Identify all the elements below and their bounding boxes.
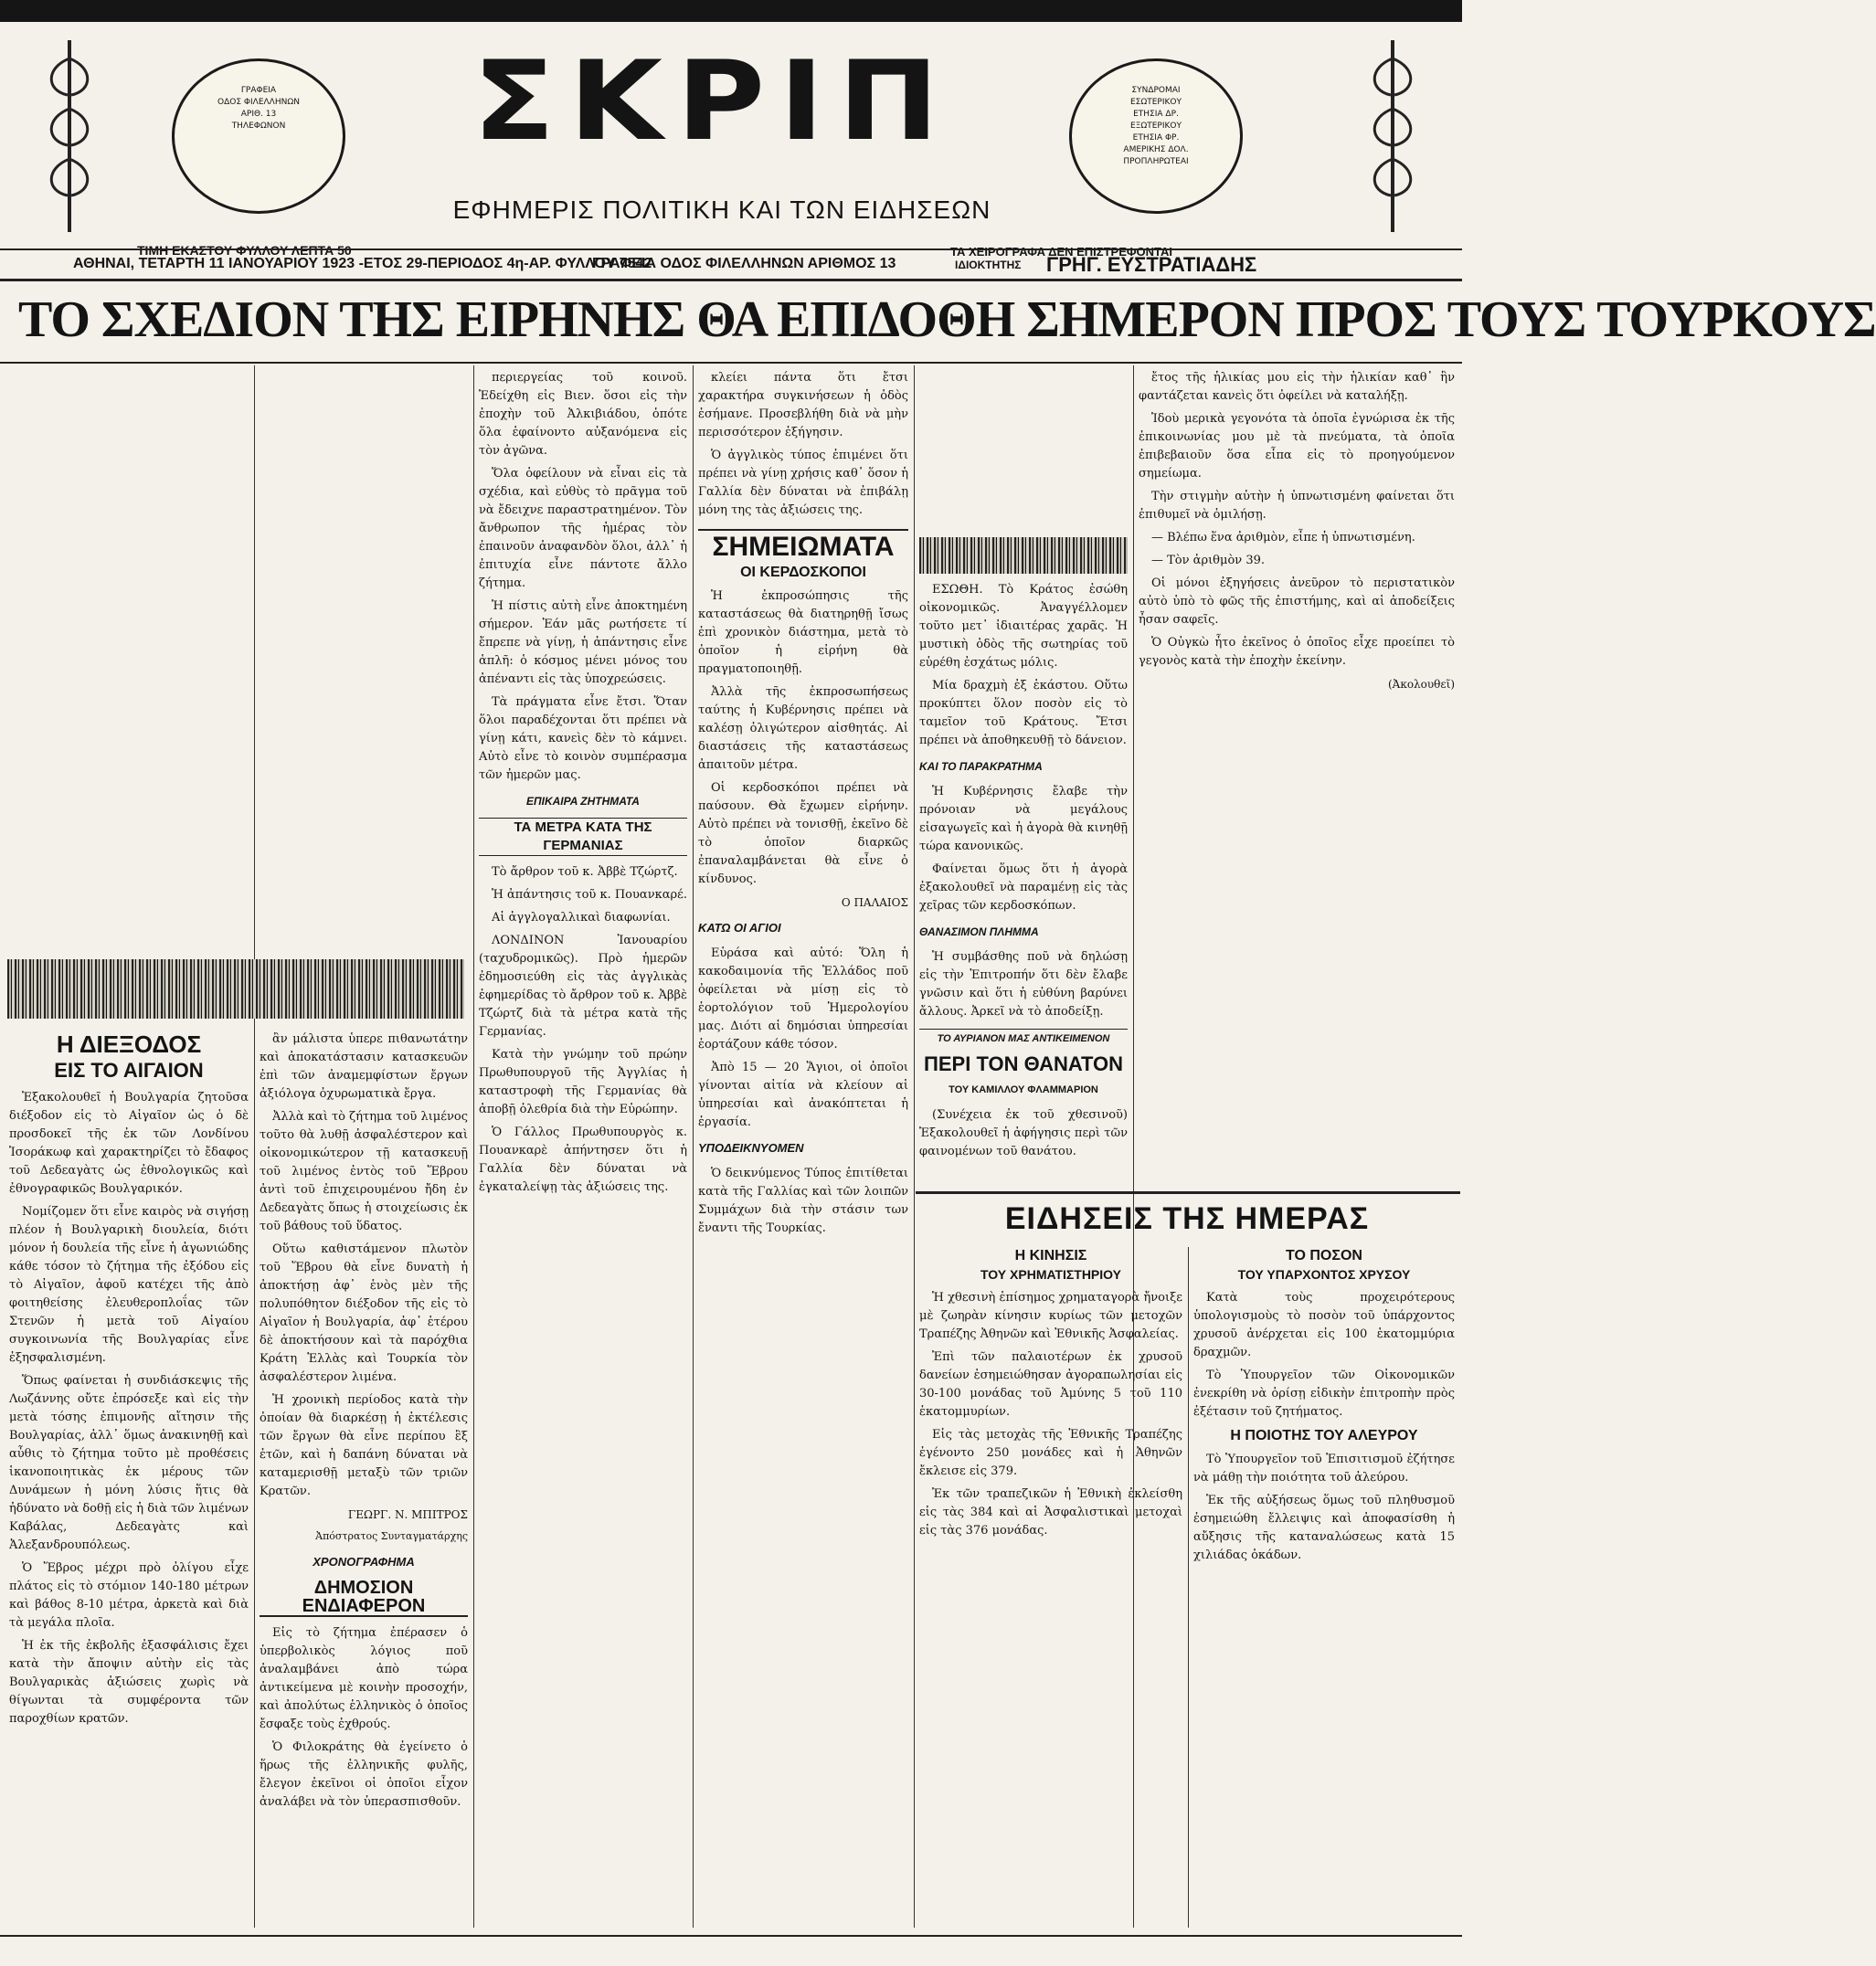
paragraph: Οἱ μόνοι ἐξηγήσεις ἀνεῦρον τὸ περιστατικὸν αὐτὸ ὑπὸ τὸ φῶς τῆς ἐπιστήμης, καὶ αἱ ἀποδείξεις ἦσαν σαφεῖς. bbox=[1139, 576, 1455, 627]
right-seal-line: ΕΤΗΣΙΑ ΦΡ. bbox=[1132, 133, 1180, 143]
paragraph: Ἰδοὺ μερικὰ γεγονότα τὰ ὁποῖα ἐγνώρισα ἐκ τῆς ἐπικοινωνίας μου μὲ τὰ πνεύματα, τὰ ὁποῖα ἐπιβεβαιοῦν ὅσα εἶπα εἰς τὸ προηγούμενον σημείωμα. bbox=[1139, 412, 1455, 481]
left-seal-line: ΑΡΙΘ. 13 bbox=[240, 110, 277, 119]
issue-date: ΑΘΗΝΑΙ, ΤΕΤΑΡΤΗ 11 ΙΑΝΟΥΑΡΙΟΥ 1923 -ΕΤΟΣ 29-ΠΕΡΙΟΔΟΣ 4η-ΑΡ. ΦΥΛΛΟΥ 7542 bbox=[73, 256, 652, 271]
left-seal-line: ΟΔΟΣ ΦΙΛΕΛΛΗΝΩΝ bbox=[217, 98, 300, 107]
owner-label: ΙΔΙΟΚΤΗΤΗΣ bbox=[955, 259, 1022, 271]
signature: ΓΕΩΡΓ. Ν. ΜΠΙΤΡΟΣ bbox=[347, 1508, 468, 1521]
signature: Ο ΠΑΛΑΙΟΣ bbox=[841, 896, 908, 909]
paragraph: Ἀπὸ 15 — 20 Ἅγιοι, οἱ ὁποῖοι γίνονται αἰτία νὰ κλείουν αἱ ὑπηρεσίαι καὶ ἀνακόπτεται ἡ ἐργασία. bbox=[698, 1061, 908, 1129]
right-seal-line: ΑΜΕΡΙΚΗΣ ΔΟΛ. bbox=[1123, 145, 1189, 154]
top-black-band bbox=[0, 0, 1462, 22]
news-left-title: Η ΚΙΝΗΣΙΣ bbox=[1014, 1248, 1087, 1263]
news-right-subtitle: ΤΟΥ ΥΠΑΡΧΟΝΤΟΣ ΧΡΥΣΟΥ bbox=[1237, 1267, 1411, 1282]
paragraph: Εἰς τὸ ζήτημα ἐπέρασεν ὁ ὑπερβολικὸς λόγιος ποῦ ἀναλαμβάνει ἀπὸ τώρα ἀντικείμενα μὲ κοινὴν προσοχήν, καὶ ἀπολύτως ἑλληνικὸς ὁ ὁποῖος ἔσφαξε τοὺς ἐχθρούς. bbox=[260, 1626, 468, 1731]
headline-rule bbox=[0, 362, 1462, 364]
manuscripts-note: ΤΑ ΧΕΙΡΟΓΡΑΦΑ ΔΕΝ ΕΠΙΣΤΡΕΦΟΝΤΑΙ bbox=[950, 245, 1173, 259]
column-5-article bbox=[919, 581, 1128, 1184]
section-intro: Τὸ ἄρθρον τοῦ κ. Ἀββὲ Τζώρτζ. bbox=[492, 865, 678, 879]
dateline-bar bbox=[0, 248, 1462, 281]
news-right-title-2: Η ΠΟΙΟΤΗΣ ΤΟΥ ΑΛΕΥΡΟΥ bbox=[1230, 1428, 1418, 1443]
paragraph: Εὑράσα καὶ αὐτό: Ὅλη ἡ κακοδαιμονία τῆς Ἑλλάδος ποῦ ὀφείλεται νὰ μίσῃ εἰς τὸ ἑορτολόγιον τοῦ Ἡμερολογίου μας. Διότι αἱ δημόσιαι ὑπηρεσίαι ἑορτάζουν κάθε τόσον. bbox=[698, 946, 908, 1052]
paragraph: Ὅπως φαίνεται ἡ συνδιάσκεψις τῆς Λωζάννης οὔτε ἐπρόσεξε καὶ εἰς τὴν μετὰ τόσης ἐπιμονῆς αἴτησιν τῆς Βουλγαρίας, ἀλλ᾽ ὅμως ἀνακινηθῇ καὶ αὖθις τὸ ζήτημα τοῦτο μὲ προθέσεις ἱκανοποιητικὰς ἐκ μέρους τῶν Δυνάμεων ἡ μόνη λύσις ἥτις θὰ ἠδύνατο νὰ δοθῇ εἰς ἡ διὰ τῶν λιμένων Καβάλας, Δεδεαγὰτς καὶ Ἀλεξανδρουπόλεως. bbox=[9, 1374, 249, 1552]
section-label: ΤΟ ΑΥΡΙΑΝΟΝ ΜΑΣ ΑΝΤΙΚΕΙΜΕΝΟΝ bbox=[919, 1029, 1128, 1048]
price-note: ΤΙΜΗ ΕΚΑΣΤΟΥ ΦΥΛΛΟΥ ΛΕΠΤΑ 50 bbox=[137, 243, 352, 258]
column-divider bbox=[254, 365, 255, 1928]
newspaper-subtitle: ΕΦΗΜΕΡΙΣ ΠΟΛΙΤΙΚΗ ΚΑΙ ΤΩΝ ΕΙΔΗΣΕΩΝ bbox=[452, 196, 991, 224]
right-seal-line: ΕΞΩΤΕΡΙΚΟΥ bbox=[1130, 122, 1182, 131]
paragraph: Ἀλλὰ καὶ τὸ ζήτημα τοῦ λιμένος τοῦτο θὰ λυθῇ ἀσφαλέστερον καὶ οἰκονομικώτερον τῇ κατασκευῇ τοῦ λιμένος ἐντὸς τοῦ Ἕβρου ἀντὶ τοῦ ἐπιχειρουμένου ἤδη ἐν Δεδεαγὰτς ὅπως ἡ στοιχείωσις ἐκ τοῦ βάθους τοῦ ὕδατος. bbox=[260, 1110, 468, 1233]
paragraph: Οἱ κερδοσκόποι πρέπει νὰ παύσουν. Θὰ ἔχωμεν εἰρήνην. Αὐτὸ πρέπει νὰ τονισθῇ, ἐκεῖνο δὲ τὸ ὁποῖον διαρκῶς ἐπαναλαμβάνεται θὰ εἶνε ὁ κίνδυνος. bbox=[698, 781, 908, 886]
news-left-subtitle: ΤΟΥ ΧΡΗΜΑΤΙΣΤΗΡΙΟΥ bbox=[980, 1267, 1121, 1282]
paragraph: Μία δραχμὴ ἐξ ἑκάστου. Οὕτω προκύπτει ὅλον ποσὸν εἰς τὸ ταμεῖον τοῦ Κράτους. Ἔτσι πρέπει νὰ ἀποθηκευθῇ τὸ δάνειον. bbox=[919, 679, 1128, 747]
owner-name: ΓΡΗΓ. ΕΥΣΤΡΑΤΙΑΔΗΣ bbox=[1046, 253, 1257, 276]
paragraph: Ἐκ τῶν τραπεζικῶν ἡ Ἐθνικὴ ἐκλείσθη εἰς τὰς 384 καὶ αἱ Ἀσφαλιστικαὶ μετοχαὶ εἰς τὰς 376 μονάδας. bbox=[919, 1487, 1182, 1538]
paragraph: Ὁ ἀγγλικὸς τύπος ἐπιμένει ὅτι πρέπει νὰ γίνῃ χρήσις καθ᾽ ὅσον ἡ Γαλλία δὲν δύναται νὰ ἐπιβάλῃ μόνη της τὰς ἀξιώσεις της. bbox=[698, 449, 908, 517]
column-divider bbox=[693, 365, 694, 1928]
paragraph: Ἡ χρονικὴ περίοδος κατὰ τὴν ὁποίαν θὰ διαρκέσῃ ἡ ἐκτέλεσις τῶν ἔργων θὰ εἶνε περίπου ἓξ ἐτῶν, καὶ ἡ δαπάνη δύναται νὰ καταμερισθῇ μεταξὺ τῶν τριῶν Κρατῶν. bbox=[260, 1393, 468, 1498]
paragraph: Τὴν στιγμὴν αὐτὴν ἡ ὑπνωτισμένη φαίνεται ὅτι ἐπιθυμεῖ νὰ ὁμιλήσῃ. bbox=[1139, 490, 1455, 522]
paragraph: κλείει πάντα ὅτι ἔτσι χαρακτήρα συγκινήσεων ἡ ὁδὸς ἐσήμανε. Προσεβλήθη διὰ νὰ μὴν περισσότερον ἐξήγησιν. bbox=[698, 371, 908, 439]
paragraph: Ἡ συμβάσθης ποῦ νὰ δηλώσῃ εἰς τὴν Ἐπιτροπήν ὅτι δὲν ἔλαβε γνῶσιν καὶ ὅτι ἡ εὐθύνη βαρύνει ἄλλους. Ἀρκεῖ νὰ τὸ ἀποδείξῃ. bbox=[919, 950, 1128, 1019]
left-seal-line: ΓΡΑΦΕΙΑ bbox=[240, 86, 277, 95]
paragraph: Ἀλλὰ τῆς ἐκπροσωπήσεως ταύτης ἡ Κυβέρνησις πρέπει νὰ καλέσῃ ὀλιγώτερον αἰσθητάς. Αἱ διαστάσεις τῆς καταστάσεως ἀπαιτοῦν μέτρα. bbox=[698, 685, 908, 772]
paragraph: ΕΣΩΘΗ. Τὸ Κράτος ἐσώθη οἰκονομικῶς. Ἀναγγέλλομεν τοῦτο μετ᾽ ἰδιαιτέρας χαρᾶς. Ἡ μυστικὴ ὁδὸς τῆς σωτηρίας τοῦ εὑρέθη ἐσχάτως μόλις. bbox=[919, 583, 1128, 670]
left-seal bbox=[172, 58, 345, 214]
left-ornament-icon bbox=[37, 40, 102, 232]
offices-address: ΓΡΑΦΕΙΑ ΟΔΟΣ ΦΙΛΕΛΛΗΝΩΝ ΑΡΙΘΜΟΣ 13 bbox=[592, 256, 896, 271]
section-title: ΔΗΜΟΣΙΟΝ ΕΝΔΙΑΦΕΡΟΝ bbox=[260, 1579, 468, 1617]
damaged-print-strip bbox=[7, 959, 464, 1019]
right-ornament-icon bbox=[1360, 40, 1426, 232]
section-title: ΤΑ ΜΕΤΡΑ ΚΑΤΑ ΤΗΣ ΓΕΡΜΑΝΙΑΣ bbox=[479, 818, 687, 856]
paragraph: Κατὰ τὴν γνώμην τοῦ πρώην Πρωθυπουργοῦ τῆς Ἀγγλίας ἡ καταστροφὴ τῆς Γερμανίας θὰ ἀποβῇ ὀλεθρία διὰ τὴν Εὐρώπην. bbox=[479, 1048, 687, 1116]
paragraph: Ὁ δεικνύμενος Τύπος ἐπιτίθεται κατὰ τῆς Γαλλίας καὶ τῶν λοιπῶν Συμμάχων διὰ τὴν στάσιν των ἔναντι τῆς Τουρκίας. bbox=[698, 1167, 908, 1235]
newspaper-logo: ΣΚΡΙΠ bbox=[472, 38, 953, 165]
masthead bbox=[0, 22, 1462, 259]
section-intro: Αἱ ἀγγλογαλλικαὶ διαφωνίαι. bbox=[492, 911, 671, 925]
section-label: ΕΠΙΚΑΙΡΑ ΖΗΤΗΜΑΤΑ bbox=[526, 795, 640, 808]
paragraph: Φαίνεται ὅμως ὅτι ἡ ἀγορὰ ἐξακολουθεῖ νὰ παραμένῃ εἰς τὰς χεῖρας τῶν κερδοσκόπων. bbox=[919, 862, 1128, 913]
bottom-rule bbox=[0, 1935, 1462, 1937]
main-headline: ΤΟ ΣΧΕΔΙΟΝ ΤΗΣ ΕΙΡΗΝΗΣ ΘΑ ΕΠΙΔΟΘΗ ΣΗΜΕΡΟΝ ΠΡΟΣ ΤΟΥΣ ΤΟΥΡΚΟΥΣ bbox=[18, 291, 1876, 348]
paragraph: Τὸ Ὑπουργεῖον τοῦ Ἐπισιτισμοῦ ἐζήτησε νὰ μάθῃ τὴν ποιότητα τοῦ ἀλεύρου. bbox=[1193, 1453, 1455, 1485]
right-seal-line: ΣΥΝΔΡΟΜΑΙ bbox=[1131, 86, 1181, 95]
paragraph: Οὕτω καθιστάμενον πλωτὸν τοῦ Ἕβρου θὰ εἶνε δυνατὴ ἡ ἀποκτήσῃ ἀφ᾽ ἑνὸς μὲν τῆς πολυπόθητον διέξοδον τῆς εἰς τὸ Αἰγαῖον ἡ Βουλγαρία, ἀφ᾽ ἑτέρου δὲ ἀποκτήσουν καὶ τὰ παρόχθια Κράτη Ἑλλὰς καὶ Τουρκία τὸν ἀσφαλέστερον λιμένα. bbox=[260, 1242, 468, 1384]
paragraph: Ἐξακολουθεῖ ἡ Βουλγαρία ζητοῦσα διέξοδον εἰς τὸ Αἰγαῖον ὡς ὁ δὲ προσδοκεῖ τῆς ἐκ τῶν Λονδίνου Ἰσοράκωφ καὶ χαρακτηρίζει τὸ ἔδαφος τοῦ Δεδεαγὰτς ὡς ἐθνολογικῶς καὶ ἐθνογραφικῶς Βουλγαρικόν. bbox=[9, 1091, 249, 1196]
paragraph: Ἡ Κυβέρνησις ἔλαβε τὴν πρόνοιαν νὰ μεγάλους εἰσαγωγεῖς καὶ ἡ ἀγορὰ θὰ κινηθῇ τώρα κανονικῶς. bbox=[919, 785, 1128, 853]
damaged-print-strip bbox=[919, 537, 1128, 574]
paragraph: Ἡ χθεσινὴ ἐπίσημος χρηματαγορὰ ἤνοιξε μὲ ζωηρὰν κίνησιν κυρίως τῶν μετοχῶν Τραπέζης Ἀθηνῶν καὶ Ἐθνικῆς Ἀσφαλείας. bbox=[919, 1291, 1182, 1341]
section-label: ΘΑΝΑΣΙΜΟΝ ΠΛΗΜΜΑ bbox=[919, 925, 1039, 938]
paragraph: Ὁ Γάλλος Πρωθυπουργὸς κ. Πουανκαρὲ ἀπήντησεν ὅτι ἡ Γαλλία δὲν δύναται νὰ ἐγκαταλείψῃ τὰς ἀξιώσεις της. bbox=[479, 1126, 687, 1194]
column-1-article bbox=[9, 1031, 249, 1935]
paragraph: Τὸ Ὑπουργεῖον τῶν Οἰκονομικῶν ἐνεκρίθη νὰ ὁρίσῃ εἰδικὴν ἐπιτροπὴν πρὸς ἐξέτασιν τοῦ ζητήματος. bbox=[1193, 1369, 1455, 1419]
paragraph: (Συνέχεια ἐκ τοῦ χθεσινοῦ) Ἐξακολουθεῖ ἡ ἀφήγησις περὶ τῶν φαινομένων τοῦ θανάτου. bbox=[919, 1108, 1128, 1158]
notes-subtitle: ΟΙ ΚΕΡΔΟΣΚΟΠΟΙ bbox=[740, 565, 866, 580]
paragraph: Ἡ ἐκ τῆς ἐκβολῆς ἐξασφάλισις ἔχει κατὰ τὴν ἄποψιν αὐτὴν εἰς τὰς Βουλγαρικὰς ἀξιώσεις χωρὶς νὰ θίγωνται τὰ συμφέροντα τῶν παροχθίων κρατῶν. bbox=[9, 1639, 249, 1726]
paragraph: ἂν μάλιστα ὑπερε πιθανωτάτην καὶ ἀποκατάστασιν κατασκευῶν ἐπὶ τῶν ἀναμεμφίστων ἔργων ἀξιόλογα ὀχυρωματικὰ ἔργα. bbox=[260, 1032, 468, 1101]
paragraph: Ὁ Οὐγκὼ ἦτο ἐκεῖνος ὁ ὁποῖος εἶχε προείπει τὸ γεγονὸς κατὰ τὴν ἐποχὴν ἐκείνην. bbox=[1139, 636, 1455, 668]
column-divider bbox=[1188, 1247, 1189, 1928]
continuation-note: (Ἀκολουθεῖ) bbox=[1387, 678, 1455, 691]
notes-title: ΣΗΜΕΙΩΜΑΤΑ bbox=[698, 529, 908, 564]
right-seal-line: ΕΤΗΣΙΑ ΔΡ. bbox=[1133, 110, 1179, 119]
paragraph: ἔτος τῆς ἡλικίας μου εἰς τὴν ἡλικίαν καθ᾽ ἣν φαντάζεται κανεὶς ὅτι ὀφείλει νὰ καταλήξῃ. bbox=[1139, 371, 1455, 403]
column-divider bbox=[914, 365, 915, 1928]
section-label: ΧΡΟΝΟΓΡΑΦΗΜΑ bbox=[313, 1555, 415, 1569]
news-right-title: ΤΟ ΠΟΣΟΝ bbox=[1286, 1248, 1362, 1263]
section-label: ΥΠΟΔΕΙΚΝΥΟΜΕΝ bbox=[698, 1141, 804, 1155]
right-seal bbox=[1069, 58, 1243, 214]
paragraph: — Τὸν ἀριθμὸν 39. bbox=[1151, 554, 1265, 567]
column-4-article bbox=[698, 369, 908, 1935]
left-seal-line: ΤΗΛΕΦΩΝΟΝ bbox=[231, 122, 286, 131]
paragraph: Εἰς τὰς μετοχὰς τῆς Ἐθνικῆς Τραπέζης ἐγένοντο 250 μονάδες καὶ ἡ Ἀθηνῶν ἔκλεισε εἰς 379. bbox=[919, 1428, 1182, 1478]
paragraph: Ὁ Φιλοκράτης θὰ ἐγείνετο ὁ ἥρως τῆς ἑλληνικῆς φυλῆς, ἔλεγον ἐκεῖνοι οἱ ὁποῖοι εἶχον ἀναλάβει νὰ τὸν ὑπερασπισθοῦν. bbox=[260, 1740, 468, 1809]
column-divider bbox=[473, 365, 474, 1928]
section-label: ΚΑΙ ΤΟ ΠΑΡΑΚΡΑΤΗΜΑ bbox=[919, 760, 1043, 773]
section-title: ΠΕΡΙ ΤΟΝ ΘΑΝΑΤΟΝ bbox=[923, 1052, 1123, 1075]
section-intro: Ἡ ἀπάντησις τοῦ κ. Πουανκαρέ. bbox=[492, 888, 688, 902]
column-3-article bbox=[479, 369, 687, 1935]
article-subtitle: ΕΙΣ ΤΟ ΑΙΓΑΙΟΝ bbox=[54, 1059, 204, 1082]
paragraph: Ἐκ τῆς αὐξήσεως ὅμως τοῦ πληθυσμοῦ ἐσημειώθη ἔλλειψις καὶ ἀποφασίσθη ἡ αὔξησις τῆς καταναλώσεως κατὰ 15 χιλιάδας ὀκάδων. bbox=[1193, 1494, 1455, 1562]
news-title: ΕΙΔΗΣΕΙΣ ΤΗΣ ΗΜΕΡΑΣ bbox=[1004, 1201, 1370, 1236]
right-seal-line: ΕΣΩΤΕΡΙΚΟΥ bbox=[1130, 98, 1182, 107]
paragraph: ΛΟΝΔΙΝΟΝ Ἰανουαρίου (ταχυδρομικῶς). Πρὸ ἡμερῶν ἐδημοσιεύθη εἰς τὰς ἀγγλικὰς ἐφημερίδας τὸ ἄρθρον τοῦ κ. Ἀββὲ Τζώρτζ διὰ τὰ μέτρα κατὰ τῆς Γερμανίας. bbox=[479, 934, 687, 1039]
section-subtitle: ΤΟΥ ΚΑΜΙΛΛΟΥ ΦΛΑΜΜΑΡΙΟΝ bbox=[949, 1084, 1098, 1095]
column-6-article bbox=[1139, 369, 1455, 1191]
paragraph: Ἡ πίστις αὐτὴ εἶνε ἀποκτημένη σήμερον. Ἐάν μᾶς ρωτήσετε τί ἔπρεπε νὰ γίνῃ, ἡ ἀπάντησις εἶνε ἁπλῆ: ὁ κόσμος μένει μόνος του ἀπέναντι εἰς τὰς ὑποχρεώσεις. bbox=[479, 599, 687, 686]
section-label: ΚΑΤΩ ΟΙ ΑΓΙΟΙ bbox=[698, 921, 781, 935]
article-title: Η ΔΙΕΞΟΔΟΣ bbox=[56, 1031, 202, 1058]
news-rule bbox=[916, 1191, 1460, 1194]
right-seal-line: ΠΡΟΠΛΗΡΩΤΕΑΙ bbox=[1123, 157, 1189, 166]
paragraph: Ὁ Ἕβρος μέχρι πρὸ ὀλίγου εἶχε πλάτος εἰς τὸ στόμιον 140-180 μέτρων καὶ βάθος 8-10 μέτρα, ἀρκετὰ καὶ διὰ τὰ μεγάλα πλοῖα. bbox=[9, 1561, 249, 1630]
paragraph: Τὰ πράγματα εἶνε ἔτσι. Ὅταν ὅλοι παραδέχονται ὅτι πρέπει νὰ γίνῃ κάτι, κανεὶς δὲν τὸ κάμνει. Αὐτὸ εἶνε τὸ κοινὸν συμπέρασμα τῶν ἡμερῶν μας. bbox=[479, 695, 687, 782]
column-2-article bbox=[260, 1031, 468, 1935]
news-right-article bbox=[1193, 1247, 1455, 1928]
news-left-article bbox=[919, 1247, 1182, 1928]
paragraph: περιεργείας τοῦ κοινοῦ. Ἐδείχθη εἰς Βιεν. ὅσοι εἰς τὴν ἐποχὴν τοῦ Ἀλκιβιάδου, ὁπότε ὅλα ἐφαίνοντο αὐξανόμενα εἰς τὸν ἀγῶνα. bbox=[479, 371, 687, 458]
paragraph: Νομίζομεν ὅτι εἶνε καιρὸς νὰ σιγήσῃ πλέον ἡ Βουλγαρικὴ διουλεία, διότι μόνον ἡ δουλεία τῆς εἶνε ἡ ἀγωνιώδης κάθε τόσον τὸ ζήτημα τῆς ἐξόδου εἰς τὸ Αἰγαῖον, ἀφοῦ κατέχει τῆς ἀπὸ φοιτηθείσης ἐλευθεροπλοΐας τῶν Στενῶν ἡ μετὰ τοῦ Αἰγαίου συγκοινωνία τῆς Βουλγαρίας εἶνε ἐξησφαλισμένη. bbox=[9, 1205, 249, 1365]
signature-role: Ἀπόστρατος Συνταγματάρχης bbox=[315, 1530, 468, 1542]
paragraph: Ὅλα ὀφείλουν νὰ εἶναι εἰς τὰ σχέδια, καὶ εὐθὺς τὸ πρᾶγμα τοῦ νὰ ἔδειχνε παραστρατημένον. Τὸν ἄνθρωπον τῆς ἡμέρας τὸν ἐπαινοῦν ἀναφανδὸν ὅλοι, ἀλλ᾽ ἡ ἐπιτυχία εἶνε πάντοτε ἄλλο ζήτημα. bbox=[479, 467, 687, 590]
paragraph: Κατὰ τοὺς προχειρότερους ὑπολογισμοὺς τὸ ποσὸν τοῦ ὑπάρχοντος χρυσοῦ ἀνέρχεται εἰς 100 ἑκατομμύρια δραχμῶν. bbox=[1193, 1291, 1455, 1359]
paragraph: Ἐπὶ τῶν παλαιοτέρων ἐκ χρυσοῦ δανείων ἐσημειώθησαν ἀγοραπωλησίαι εἰς 30-100 μονάδας τοῦ Ἀμύνης 5 τοῦ 110 ἑκατομμυρίων. bbox=[919, 1350, 1182, 1419]
paragraph: — Βλέπω ἕνα ἀριθμὸν, εἶπε ἡ ὑπνωτισμένη. bbox=[1151, 531, 1415, 544]
paragraph: Ἡ ἐκπροσώπησις τῆς καταστάσεως θὰ διατηρηθῇ ἴσως ἐπὶ χρονικὸν διάστημα, μετὰ τὸ ὁποῖον ἡ εἰρήνη θὰ πραγματοποιηθῇ. bbox=[698, 589, 908, 676]
